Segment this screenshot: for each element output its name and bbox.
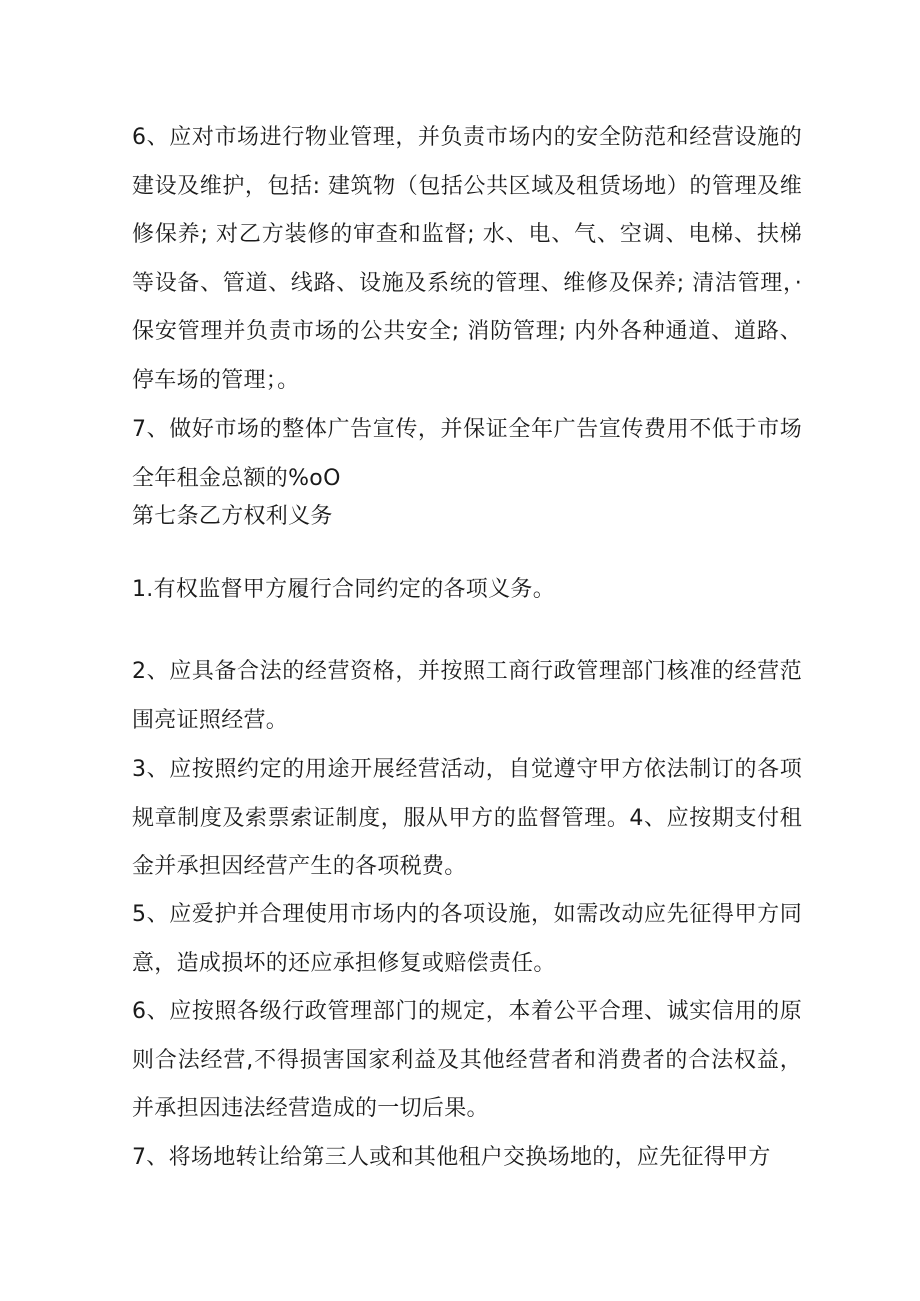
paragraph-lessee-duty-5: 5、应爱护并合理使用市场内的各项设施，如需改动应先征得甲方同意，造成损坏的还应承担修复或赔偿责任。 (132, 902, 802, 976)
paragraph-lessee-duty-6: 6、应按照各级行政管理部门的规定，本着公平合理、诚实信用的原则合法经营,不得损害国家利益及其他经营者和消费者的合法权益，并承担因违法经营造成的一切后果。 (132, 999, 802, 1121)
paragraph-lessor-duty-6: 6、应对市场进行物业管理，并负责市场内的安全防范和经营设施的建设及维护，包括: 建筑物（包括公共区域及租赁场地）的管理及维修保养; 对乙方装修的审查和监督; 水、电、气、空调、电梯、扶梯等设备、管道、线路、设施及系统的管理、维修及保养; 清洁管理，·保安管理并负责市场的公共安全; 消防管理; 内外各种通道、道路、停车场的管理；。 (132, 125, 802, 393)
paragraph-lessee-duty-3-4: 3、应按照约定的用途开展经营活动，自觉遵守甲方依法制订的各项规章制度及索票索证制度，服从甲方的监督管理。4、应按期支付租金并承担因经营产生的各项税费。 (132, 757, 802, 879)
section-heading: 第七条乙方权利义务 (132, 504, 333, 529)
paragraph-lessee-duty-7: 7、将场地转让给第三人或和其他租户交换场地的，应先征得甲方 (132, 1145, 771, 1170)
paragraph-lessor-duty-7: 7、做好市场的整体广告宣传，并保证全年广告宣传费用不低于市场全年租金总额的%oO (132, 417, 802, 491)
paragraph-lessee-duty-2: 2、应具备合法的经营资格，并按照工商行政管理部门核准的经营范围亮证照经营。 (132, 659, 802, 733)
paragraph-lessee-right-1: 1.有权监督甲方履行合同约定的各项义务。 (132, 577, 555, 602)
